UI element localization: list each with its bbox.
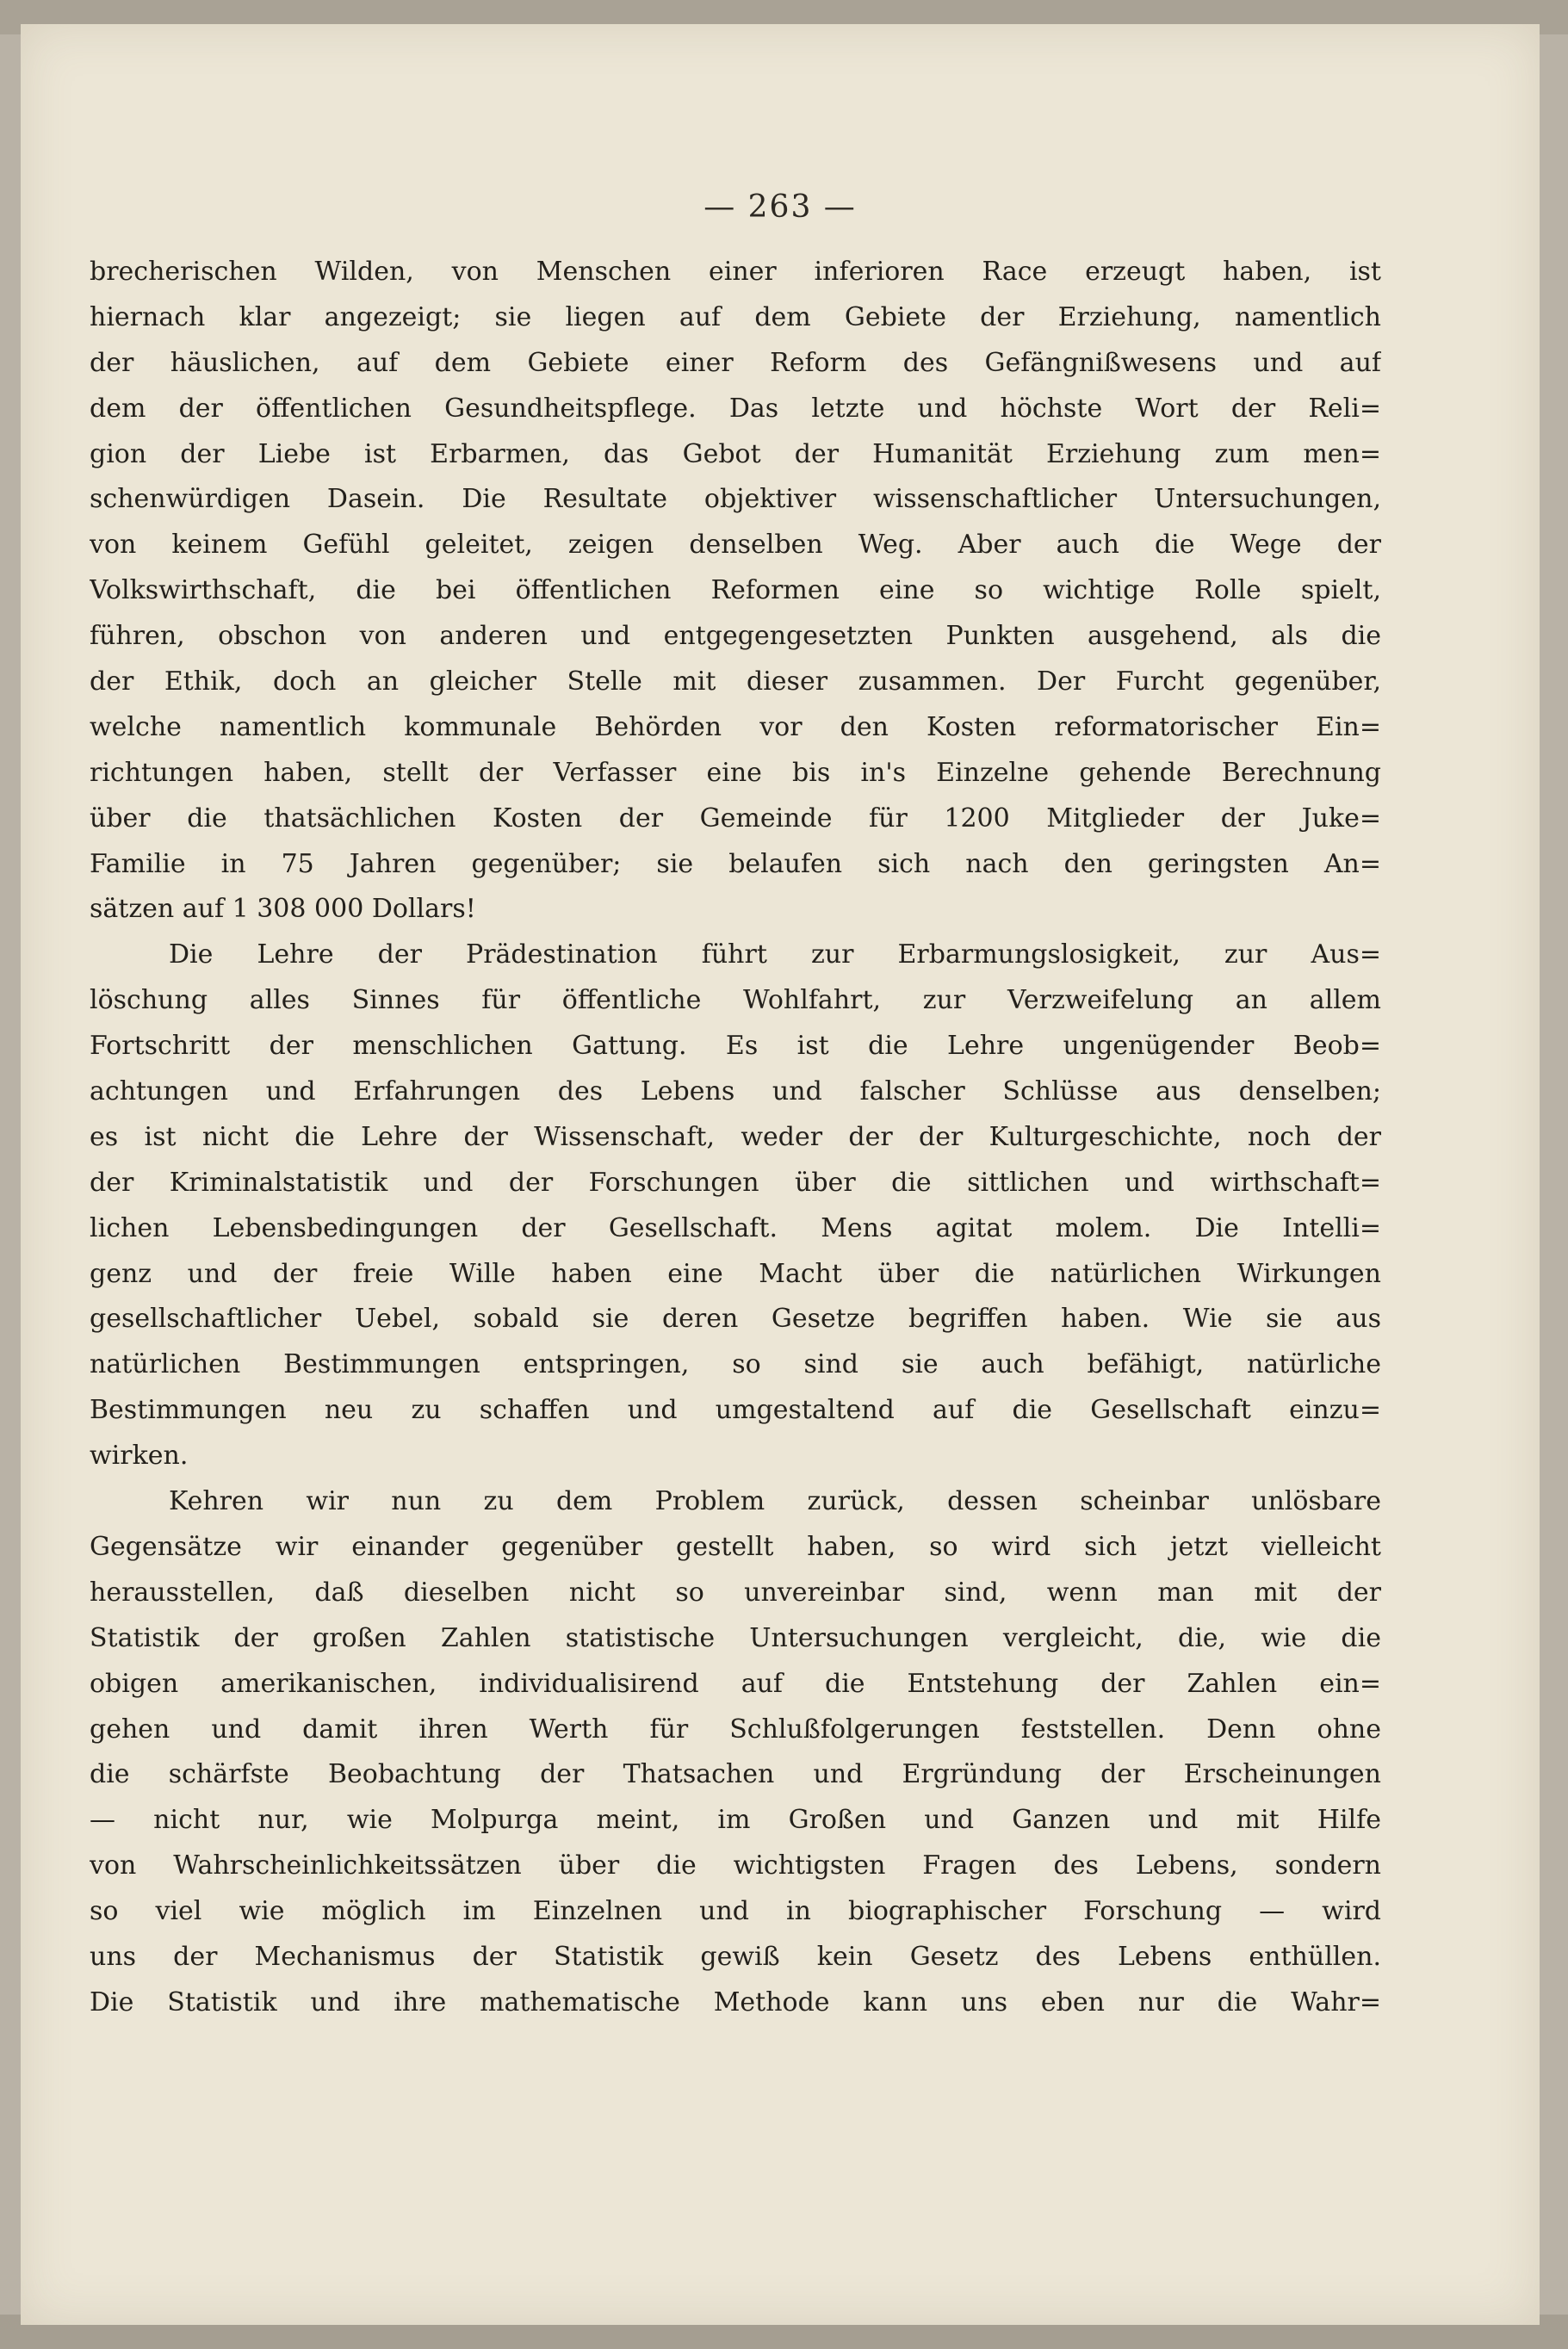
text-line: wirken.: [90, 1441, 189, 1472]
text-line: die schärfste Beobachtung der Thatsachen und Ergründung der Erscheinungen: [90, 1759, 1381, 1790]
text-line: richtungen haben, stellt der Verfasser eine bis in's Einzelne gehende Berechnung: [90, 757, 1381, 788]
text-line: uns der Mechanismus der Statistik gewiß kein Gesetz des Lebens enthüllen.: [90, 1941, 1381, 1972]
text-line: so viel wie möglich im Einzelnen und in biographischer Forschung — wird: [90, 1896, 1381, 1927]
text-line: Statistik der großen Zahlen statistische Untersuchungen vergleicht, die, wie die: [90, 1622, 1381, 1653]
text-line: Fortschritt der menschlichen Gattung. Es ist die Lehre ungenügender Beob=: [90, 1031, 1381, 1062]
text-line: natürlichen Bestimmungen entspringen, so sind sie auch befähigt, natürliche: [90, 1349, 1381, 1380]
body-text: [90, 250, 1381, 2026]
text-line: Kehren wir nun zu dem Problem zurück, dessen scheinbar unlösbare: [169, 1486, 1381, 1517]
text-line: herausstellen, daß dieselben nicht so unvereinbar sind, wenn man mit der: [90, 1577, 1381, 1608]
text-line: hiernach klar angezeigt; sie liegen auf dem Gebiete der Erziehung, namentlich: [90, 301, 1381, 332]
text-line: Gegensätze wir einander gegenüber gestellt haben, so wird sich jetzt vielleicht: [90, 1531, 1381, 1562]
paragraph-2: [90, 933, 1381, 1479]
text-line: der Kriminalstatistik und der Forschungen über die sittlichen und wirthschaft=: [90, 1167, 1381, 1198]
text-line: genz und der freie Wille haben eine Macht über die natürlichen Wirkungen: [90, 1258, 1381, 1289]
text-line: der Ethik, doch an gleicher Stelle mit dieser zusammen. Der Furcht gegenüber,: [90, 666, 1381, 697]
text-line: es ist nicht die Lehre der Wissenschaft, weder der der Kulturgeschichte, noch der: [90, 1121, 1381, 1152]
paragraph-1: [90, 250, 1381, 933]
text-line: löschung alles Sinnes für öffentliche Wohlfahrt, zur Verzweifelung an allem: [90, 985, 1381, 1016]
text-line: führen, obschon von anderen und entgegengesetzten Punkten ausgehend, als die: [90, 621, 1381, 652]
text-line: gesellschaftlicher Uebel, sobald sie deren Gesetze begriffen haben. Wie sie aus: [90, 1304, 1381, 1335]
text-line: schenwürdigen Dasein. Die Resultate objektiver wissenschaftlicher Untersuchungen,: [90, 484, 1381, 515]
text-line: welche namentlich kommunale Behörden vor den Kosten reformatorischer Ein=: [90, 711, 1381, 742]
text-line: sätzen auf 1 308 000 Dollars!: [90, 894, 476, 925]
text-line: Die Lehre der Prädestination führt zur Erbarmungslosigkeit, zur Aus=: [169, 939, 1381, 970]
text-line: der häuslichen, auf dem Gebiete einer Reform des Gefängnißwesens und auf: [90, 347, 1381, 378]
text-line: dem der öffentlichen Gesundheitspflege. Das letzte und höchste Wort der Reli=: [90, 393, 1381, 424]
text-line: über die thatsächlichen Kosten der Gemeinde für 1200 Mitglieder der Juke=: [90, 803, 1381, 834]
text-line: lichen Lebensbedingungen der Gesellschaft. Mens agitat molem. Die Intelli=: [90, 1212, 1381, 1243]
text-line: brecherischen Wilden, von Menschen einer inferioren Race erzeugt haben, ist: [90, 257, 1381, 287]
paragraph-3: [90, 1479, 1381, 2026]
text-line: von keinem Gefühl geleitet, zeigen denselben Weg. Aber auch die Wege der: [90, 530, 1381, 561]
text-line: Volkswirthschaft, die bei öffentlichen Reformen eine so wichtige Rolle spielt,: [90, 575, 1381, 606]
page-number: — 263 —: [703, 189, 857, 225]
text-line: obigen amerikanischen, individualisirend auf die Entstehung der Zahlen ein=: [90, 1668, 1381, 1699]
text-line: gion der Liebe ist Erbarmen, das Gebot der Humanität Erziehung zum men=: [90, 438, 1381, 469]
text-line: Bestimmungen neu zu schaffen und umgestaltend auf die Gesellschaft einzu=: [90, 1395, 1381, 1426]
text-line: von Wahrscheinlichkeitssätzen über die wichtigsten Fragen des Lebens, sondern: [90, 1850, 1381, 1881]
text-line: Familie in 75 Jahren gegenüber; sie belaufen sich nach den geringsten An=: [90, 848, 1381, 879]
text-line: — nicht nur, wie Molpurga meint, im Großen und Ganzen und mit Hilfe: [90, 1805, 1381, 1836]
text-line: Die Statistik und ihre mathematische Methode kann uns eben nur die Wahr=: [90, 1986, 1381, 2017]
text-line: gehen und damit ihren Werth für Schlußfolgerungen feststellen. Denn ohne: [90, 1714, 1381, 1745]
text-line: achtungen und Erfahrungen des Lebens und falscher Schlüsse aus denselben;: [90, 1076, 1381, 1107]
book-page: [21, 24, 1540, 2325]
